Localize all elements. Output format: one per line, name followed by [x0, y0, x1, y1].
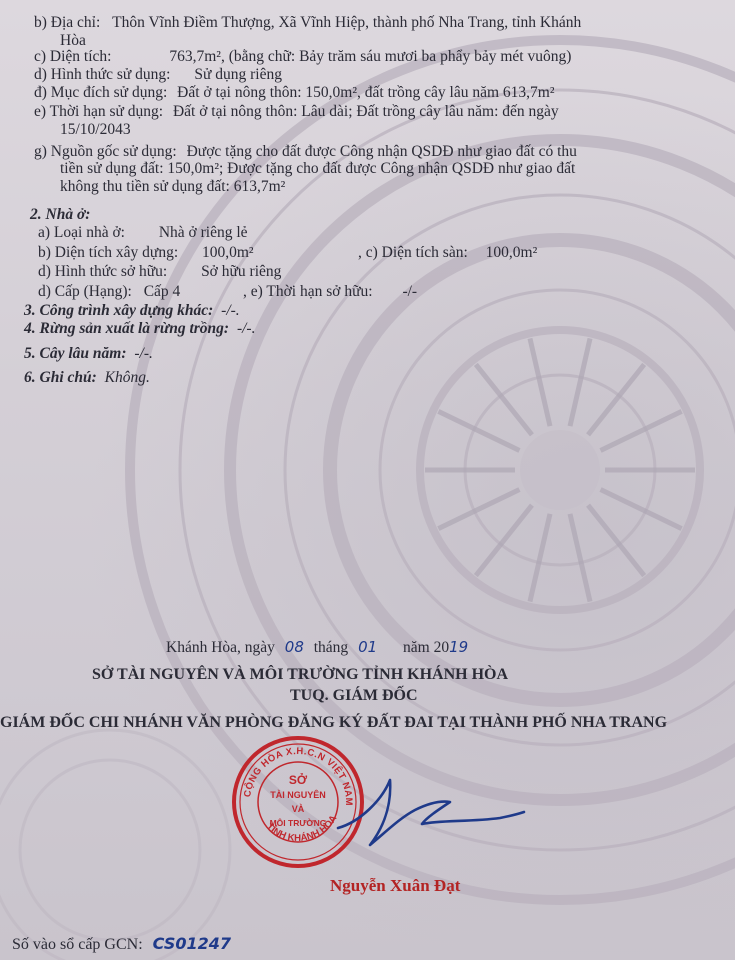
seal-ring-bottom: TỈNH KHÁNH HÒA: [263, 813, 340, 844]
own-term-label: , e) Thời hạn sở hữu:: [243, 283, 373, 300]
term-value-cont: 15/10/2043: [60, 121, 131, 138]
proxy-title: TUQ. GIÁM ĐỐC: [290, 687, 418, 704]
drum-ray: [476, 364, 532, 434]
place-date: [166, 638, 468, 657]
section-3-value: -/-.: [221, 302, 240, 319]
section-6-value: Không.: [104, 369, 150, 386]
drum-ray: [601, 490, 682, 529]
registry-number: CS01247: [152, 934, 232, 953]
handwritten-signature: [330, 770, 530, 860]
section-5-label: 5. Cây lâu năm:: [24, 345, 127, 362]
date-year: 19: [449, 638, 469, 656]
section-3-label: 3. Công trình xây dựng khác:: [24, 302, 214, 319]
drum-ray: [438, 490, 519, 529]
drum-ray: [588, 505, 644, 575]
year-label: năm 20: [403, 639, 450, 656]
section-6-label: 6. Ghi chú:: [24, 369, 97, 386]
seal-line-1: SỞ: [288, 773, 308, 787]
house-type-value: Nhà ở riêng lẻ: [158, 224, 248, 241]
date-day: 08: [284, 638, 304, 656]
address-label: b) Địa chỉ:: [34, 14, 101, 31]
use-form-value: Sử dụng riêng: [194, 66, 282, 83]
term-value: Đất ở tại nông thôn: Lâu dài; Đất trồng cây lâu năm: đến ngày: [172, 103, 559, 120]
own-form-label: d) Hình thức sở hữu:: [38, 263, 168, 280]
drum-ray: [530, 514, 550, 602]
drum-ray: [588, 364, 644, 434]
seal-line-2: TÀI NGUYÊN: [270, 790, 326, 800]
signer-name: Nguyễn Xuân Đạt: [330, 876, 461, 895]
grade-value: Cấp 4: [143, 283, 181, 300]
build-area-label: b) Diện tích xây dựng:: [38, 244, 179, 261]
house-type-label: a) Loại nhà ở:: [38, 224, 125, 241]
own-term-value: -/-: [402, 283, 418, 300]
address-value: Thôn Vĩnh Điềm Thượng, Xã Vĩnh Hiệp, thành phố Nha Trang, tỉnh Khánh: [112, 14, 582, 31]
origin-cont-1: tiền sử dụng đất: 150,0m²; Được tặng cho đất được Công nhận QSDĐ như giao đất: [60, 160, 576, 177]
drum-ray: [438, 411, 519, 450]
origin-cont-2: không thu tiền sử dụng đất: 613,7m²: [60, 178, 286, 195]
registry-label: Số vào sổ cấp GCN:: [12, 936, 143, 953]
section-4-label: 4. Rừng sản xuất là rừng trồng:: [24, 320, 230, 337]
drum-ray: [530, 338, 550, 426]
origin-label: g) Nguồn gốc sử dụng:: [34, 143, 177, 160]
area-label: c) Diện tích:: [34, 48, 112, 65]
seal-line-3: VÀ: [291, 804, 305, 814]
drum-ray: [476, 505, 532, 575]
signer-title: GIÁM ĐỐC CHI NHÁNH VĂN PHÒNG ĐĂNG KÝ ĐẤT ĐAI TẠI THÀNH PHỐ NHA TRANG: [0, 714, 668, 731]
use-form-label: d) Hình thức sử dụng:: [34, 66, 171, 83]
purpose-value: Đất ở tại nông thôn: 150,0m², đất trồng cây lâu năm 613,7m²: [177, 84, 555, 101]
build-area-value: 100,0m²: [202, 244, 254, 261]
drum-ray: [601, 411, 682, 450]
purpose-label: đ) Mục đích sử dụng:: [34, 84, 168, 101]
date-month: 01: [358, 638, 378, 656]
house-heading: 2. Nhà ở:: [30, 206, 91, 223]
place-date-prefix: Khánh Hòa, ngày: [166, 639, 275, 656]
section-5-value: -/-.: [134, 345, 153, 362]
term-label: e) Thời hạn sử dụng:: [34, 103, 164, 120]
address-value-cont: Hòa: [60, 32, 86, 49]
drum-ray: [570, 338, 590, 426]
floor-area-label: , c) Diện tích sàn:: [358, 244, 468, 261]
seal-ring-text: CỘNG HÒA X.H.C.N VIỆT NAM: [242, 745, 355, 807]
own-form-value: Sở hữu riêng: [201, 263, 282, 280]
month-label: tháng: [313, 639, 349, 656]
origin-value: Được tặng cho đất được Công nhận QSDĐ như giao đất có thu: [186, 143, 577, 160]
agency-name: SỞ TÀI NGUYÊN VÀ MÔI TRƯỜNG TỈNH KHÁNH HÒA: [92, 666, 509, 683]
section-4-value: -/-.: [236, 320, 256, 337]
area-value: 763,7m², (bằng chữ: Bảy trăm sáu mươi ba phẩy bảy mét vuông): [169, 48, 572, 65]
grade-label: d) Cấp (Hạng):: [38, 283, 132, 300]
floor-area-value: 100,0m²: [485, 244, 538, 261]
seal-line-4: MÔI TRƯỜNG: [269, 818, 327, 828]
drum-ray: [570, 514, 590, 602]
